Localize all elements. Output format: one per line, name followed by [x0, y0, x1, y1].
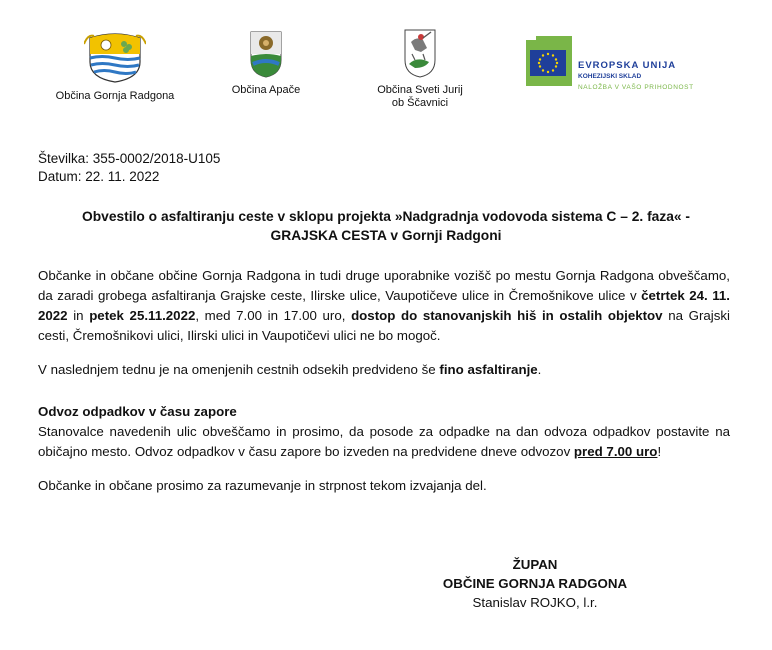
logo-caption: ob Ščavnici [391, 97, 449, 109]
title-line-1: Obvestilo o asfaltiranju ceste v sklopu projekta »Nadgradnja vodovoda sistema C – 2. faza« - [81, 209, 691, 224]
notice-title [40, 207, 732, 245]
text: in [67, 308, 90, 323]
fine-paving: fino asfaltiranje [439, 362, 538, 377]
text: ! [657, 444, 662, 459]
apace-coat-of-arms-icon [249, 30, 283, 78]
text: V naslednjem tednu je na omenjenih cestnih odsekih predvideno še [38, 362, 440, 377]
signature-title: ŽUPAN [512, 557, 558, 572]
logo-caption: Občina Apače [231, 84, 301, 96]
logo-apace [216, 30, 316, 97]
logo-caption: Občina Sveti Jurij [377, 84, 463, 96]
text: na Grajski cesti, Čremošnikovi ulici, Ilirski ulici in Vaupotičevi ulici ne bo mogoč. [38, 308, 730, 343]
text: , med 7.00 in 17.00 uro, [195, 308, 352, 323]
access-restriction: dostop do stanovanjskih hiš in ostalih objektov [351, 308, 663, 323]
waste-heading: Odvoz odpadkov v času zapore [38, 404, 237, 419]
paragraph-road-closure [38, 266, 730, 346]
signature-block [410, 555, 660, 612]
logo-gornja-radgona [40, 28, 190, 103]
title-line-2: GRAJSKA CESTA v Gornji Radgoni [270, 228, 502, 243]
paragraph-waste-collection [38, 402, 730, 462]
sveti-jurij-coat-of-arms-icon [403, 28, 437, 78]
text: . [537, 362, 542, 377]
eu-line-1: EVROPSKA UNIJA [578, 60, 677, 71]
document-date: Datum: 22. 11. 2022 [38, 169, 160, 184]
eu-line-3: NALOŽBA V VAŠO PRIHODNOST [578, 84, 694, 91]
paragraph-closing: Občanke in občane prosimo za razumevanje in strpnost tekom izvajanja del. [38, 478, 487, 493]
date-thursday: četrtek 24. 11. 2022 [38, 288, 730, 323]
date-friday: petek 25.11.2022 [89, 308, 196, 323]
logo-caption: Občina Gornja Radgona [55, 90, 175, 102]
eu-line-2: KOHEZIJSKI SKLAD [578, 73, 642, 80]
text: Stanovalce navedenih ulic obveščamo in prosimo, da posode za odpadke na dan odvoza odpadkov postavite na običajno mesto. Odvoz odpadkov v času zapore bo izveden na predvidene dneve odvozov [38, 424, 730, 459]
logo-sveti-jurij [360, 28, 480, 110]
paragraph-fine-paving [38, 360, 730, 380]
gornja-radgona-coat-of-arms-icon [84, 28, 146, 84]
signature-office: OBČINE GORNJA RADGONA [442, 576, 628, 591]
document-number: Številka: 355-0002/2018-U105 [38, 151, 221, 166]
logo-eu-cohesion-fund [526, 36, 701, 92]
text: Občanke in občane občine Gornja Radgona in tudi druge uporabnike vozišč po mestu Gornja Radgona obveščamo, da zaradi grobega asfaltiranja Grajske ceste, Ilirske ulice, Vaupotičeve ulice in Čremošnikove ulice v [38, 268, 730, 303]
waste-time: pred 7.00 uro [573, 444, 658, 459]
signature-name: Stanislav ROJKO, l.r. [472, 595, 598, 610]
